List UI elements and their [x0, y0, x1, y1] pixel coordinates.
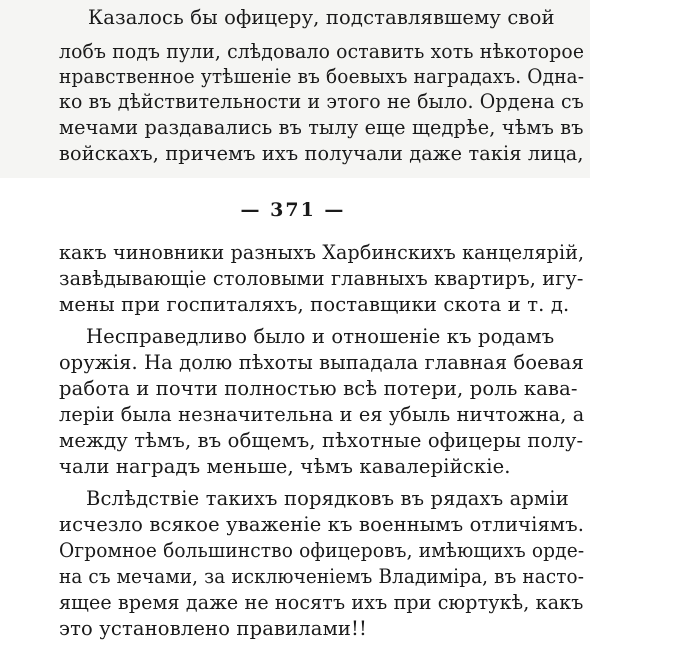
text-line-13: леріи была незначительна и ея убыль ничтожна, а — [59, 403, 585, 426]
text-line-14: между тѣмъ, въ общемъ, пѣхотные офицеры полу- — [59, 429, 584, 452]
text-line-20: ящее время даже не носятъ ихъ при сюртукѣ, какъ — [59, 591, 584, 614]
text-line-18: Огромное большинство офицеровъ, имѣющихъ орде- — [59, 539, 585, 562]
text-line-15: чали наградъ меньше, чѣмъ кавалерійскіе. — [59, 455, 511, 478]
text-line-17: исчезло всякое уваженіе къ военнымъ отличіямъ. — [59, 513, 585, 536]
text-line-8: завѣдывающіе столовыми главныхъ квартиръ, игу- — [59, 267, 584, 290]
text-line-9: мены при госпиталяхъ, поставщики скота и т. д. — [59, 293, 570, 316]
text-line-21: это установлено правилами!! — [59, 617, 368, 640]
right-margin — [590, 0, 700, 665]
text-line-10: Несправедливо было и отношеніе къ родамъ — [86, 325, 555, 348]
text-line-3: нравственное утѣшеніе въ боевыхъ наградахъ. Одна- — [59, 65, 585, 88]
text-line-19: на съ мечами, за исключеніемъ Владиміра, въ насто- — [59, 565, 585, 588]
text-line-6: войскахъ, причемъ ихъ получали даже такія лица, — [59, 142, 584, 165]
page-number: — 371 — — [240, 199, 346, 221]
text-line-1: Казалось бы офицеру, подставлявшему свой — [88, 6, 555, 29]
text-line-2: лобъ подъ пули, слѣдовало оставить хоть нѣкоторое — [59, 40, 585, 63]
text-line-11: оружія. На долю пѣхоты выпадала главная боевая — [59, 351, 584, 374]
text-line-12: работа и почти полностью всѣ потери, роль кава- — [59, 377, 578, 400]
text-line-16: Вслѣдствіе такихъ порядковъ въ рядахъ арміи — [86, 487, 569, 510]
text-line-4: ко въ дѣйствительности и этого не было. Ордена съ — [59, 90, 584, 113]
text-line-7: какъ чиновники разныхъ Харбинскихъ канцелярій, — [59, 241, 585, 264]
text-line-5: мечами раздавались въ тылу еще щедрѣе, чѣмъ въ — [59, 116, 584, 139]
